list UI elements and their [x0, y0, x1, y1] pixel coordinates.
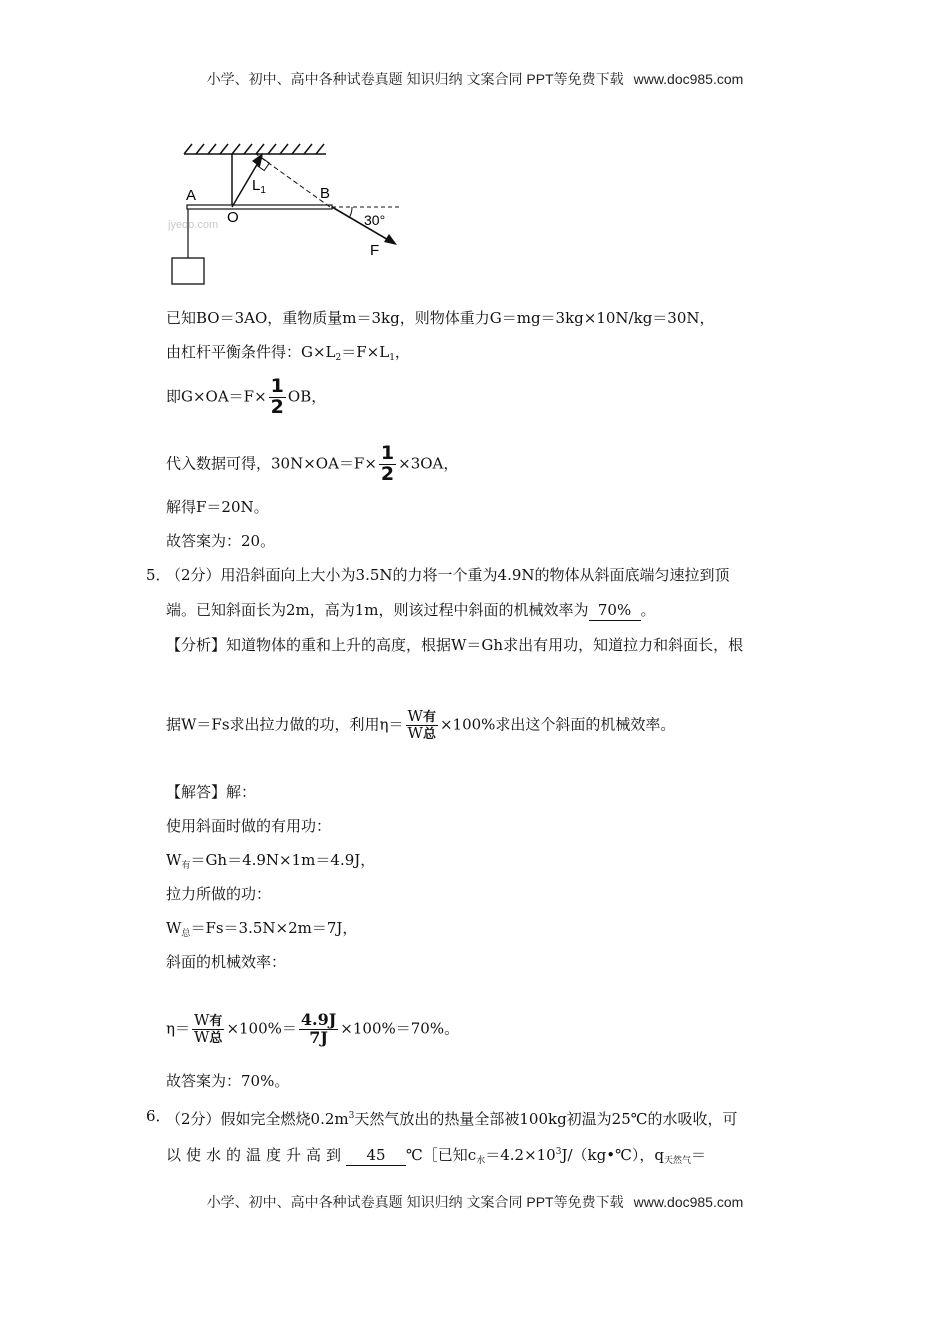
q6-line2: 以使水的温度升高到 45 ℃［已知$c_水=4.2\times 10^3J/(kg•℃)$，$q_{天然气}=$: [166, 1146, 706, 1166]
q5-solution: 【解答】解：: [166, 783, 257, 801]
q5-s3: 拉力所做的功：: [166, 885, 272, 903]
q5-line1: （2分）用沿斜面向上大小为3.5N的力将一个重为4.9N的物体从斜面底端匀速拉到顶: [166, 566, 730, 584]
q5-line2: 端。已知斜面长为2m，高为1m，则该过程中斜面的机械效率为 70% 。: [166, 601, 656, 619]
q4-line3: 即G×OA＝F× $\frac{1}{2}$ OB，: [166, 375, 327, 418]
angle-arc: [349, 207, 352, 218]
label-angle: 30°: [364, 212, 386, 228]
label-o: O: [227, 209, 239, 226]
q6-number: 6．: [146, 1107, 171, 1125]
q5-eta-line: η＝ $\frac{\text{W有}}{\text{W总}}$ ×100%＝ $\frac{4.9J}{7J}$ ×100%＝70%。: [166, 1010, 460, 1047]
ceiling: [184, 144, 326, 154]
page-footer: [0, 1192, 950, 1212]
lever-bar: [187, 205, 332, 209]
page-header: [0, 69, 950, 89]
q4-line2: 由杠杆平衡条件得：$G\times L_2=F\times L_1$，: [166, 343, 410, 363]
q4-line5: 解得F＝20N。: [166, 498, 269, 516]
label-f: F: [370, 242, 380, 259]
label-a: A: [186, 187, 197, 204]
q5-final: 故答案为：70%。: [166, 1072, 290, 1090]
q6-line1: （2分）假如完全燃烧$0.2m^3$天然气放出的热量全部被100kg初温为25℃的水吸收，可: [166, 1110, 738, 1128]
q6-answer: 45: [346, 1145, 406, 1166]
lever-diagram: [166, 138, 406, 288]
q5-s2: $W_有=Gh=4.9N\times 1m=4.9J$，: [166, 851, 376, 871]
q5-s5: 斜面的机械效率：: [166, 953, 287, 971]
header-site[interactable]: www.doc985.com: [633, 71, 744, 87]
footer-site[interactable]: www.doc985.com: [633, 1194, 744, 1210]
label-b: B: [320, 185, 331, 202]
fraction-half: $\frac{1}{2}$: [380, 442, 395, 485]
q4-line4: 代入数据可得，30N×OA＝F× $\frac{1}{2}$ ×3OA，: [166, 442, 459, 485]
eta-fraction-values: $\frac{4.9J}{7J}$: [300, 1010, 337, 1047]
q5-answer: 70%: [589, 600, 641, 621]
q5-s1: 使用斜面时做的有用功：: [166, 817, 332, 835]
weight-box: [172, 258, 204, 284]
footer-text: 小学、初中、高中各种试卷真题 知识归纳 文案合同 PPT等免费下载: [206, 1194, 624, 1210]
eta-fraction-w: $\frac{\text{W有}}{\text{W总}}$: [194, 1011, 223, 1046]
q5-number: 5．: [146, 566, 171, 584]
header-text: 小学、初中、高中各种试卷真题 知识归纳 文案合同 PPT等免费下载: [206, 71, 624, 87]
efficiency-fraction: $\frac{\text{W有}}{\text{W总}}$: [407, 707, 436, 742]
fraction-half: $\frac{1}{2}$: [270, 375, 284, 418]
label-l1: $L_1$: [252, 177, 266, 196]
q5-analysis-line2: 据W＝Fs求出拉力做的功，利用η＝ $\frac{\text{W有}}{\text{W总}}$ ×100%求出这个斜面的机械效率。: [166, 707, 676, 742]
watermark: jyeoo.com: [168, 219, 219, 231]
q4-line6: 故答案为：20。: [166, 532, 276, 550]
force-arrowhead: [384, 234, 397, 245]
q5-analysis: 【分析】知道物体的重和上升的高度，根据W＝Gh求出有用功，知道拉力和斜面长，根: [166, 636, 744, 654]
q4-line1: 已知BO＝3AO，重物质量m＝3kg，则物体重力G＝mg＝3kg×10N/kg＝30N，: [166, 309, 715, 327]
q5-s4: $W_总=Fs=3.5N\times 2m=7J$，: [166, 919, 358, 939]
